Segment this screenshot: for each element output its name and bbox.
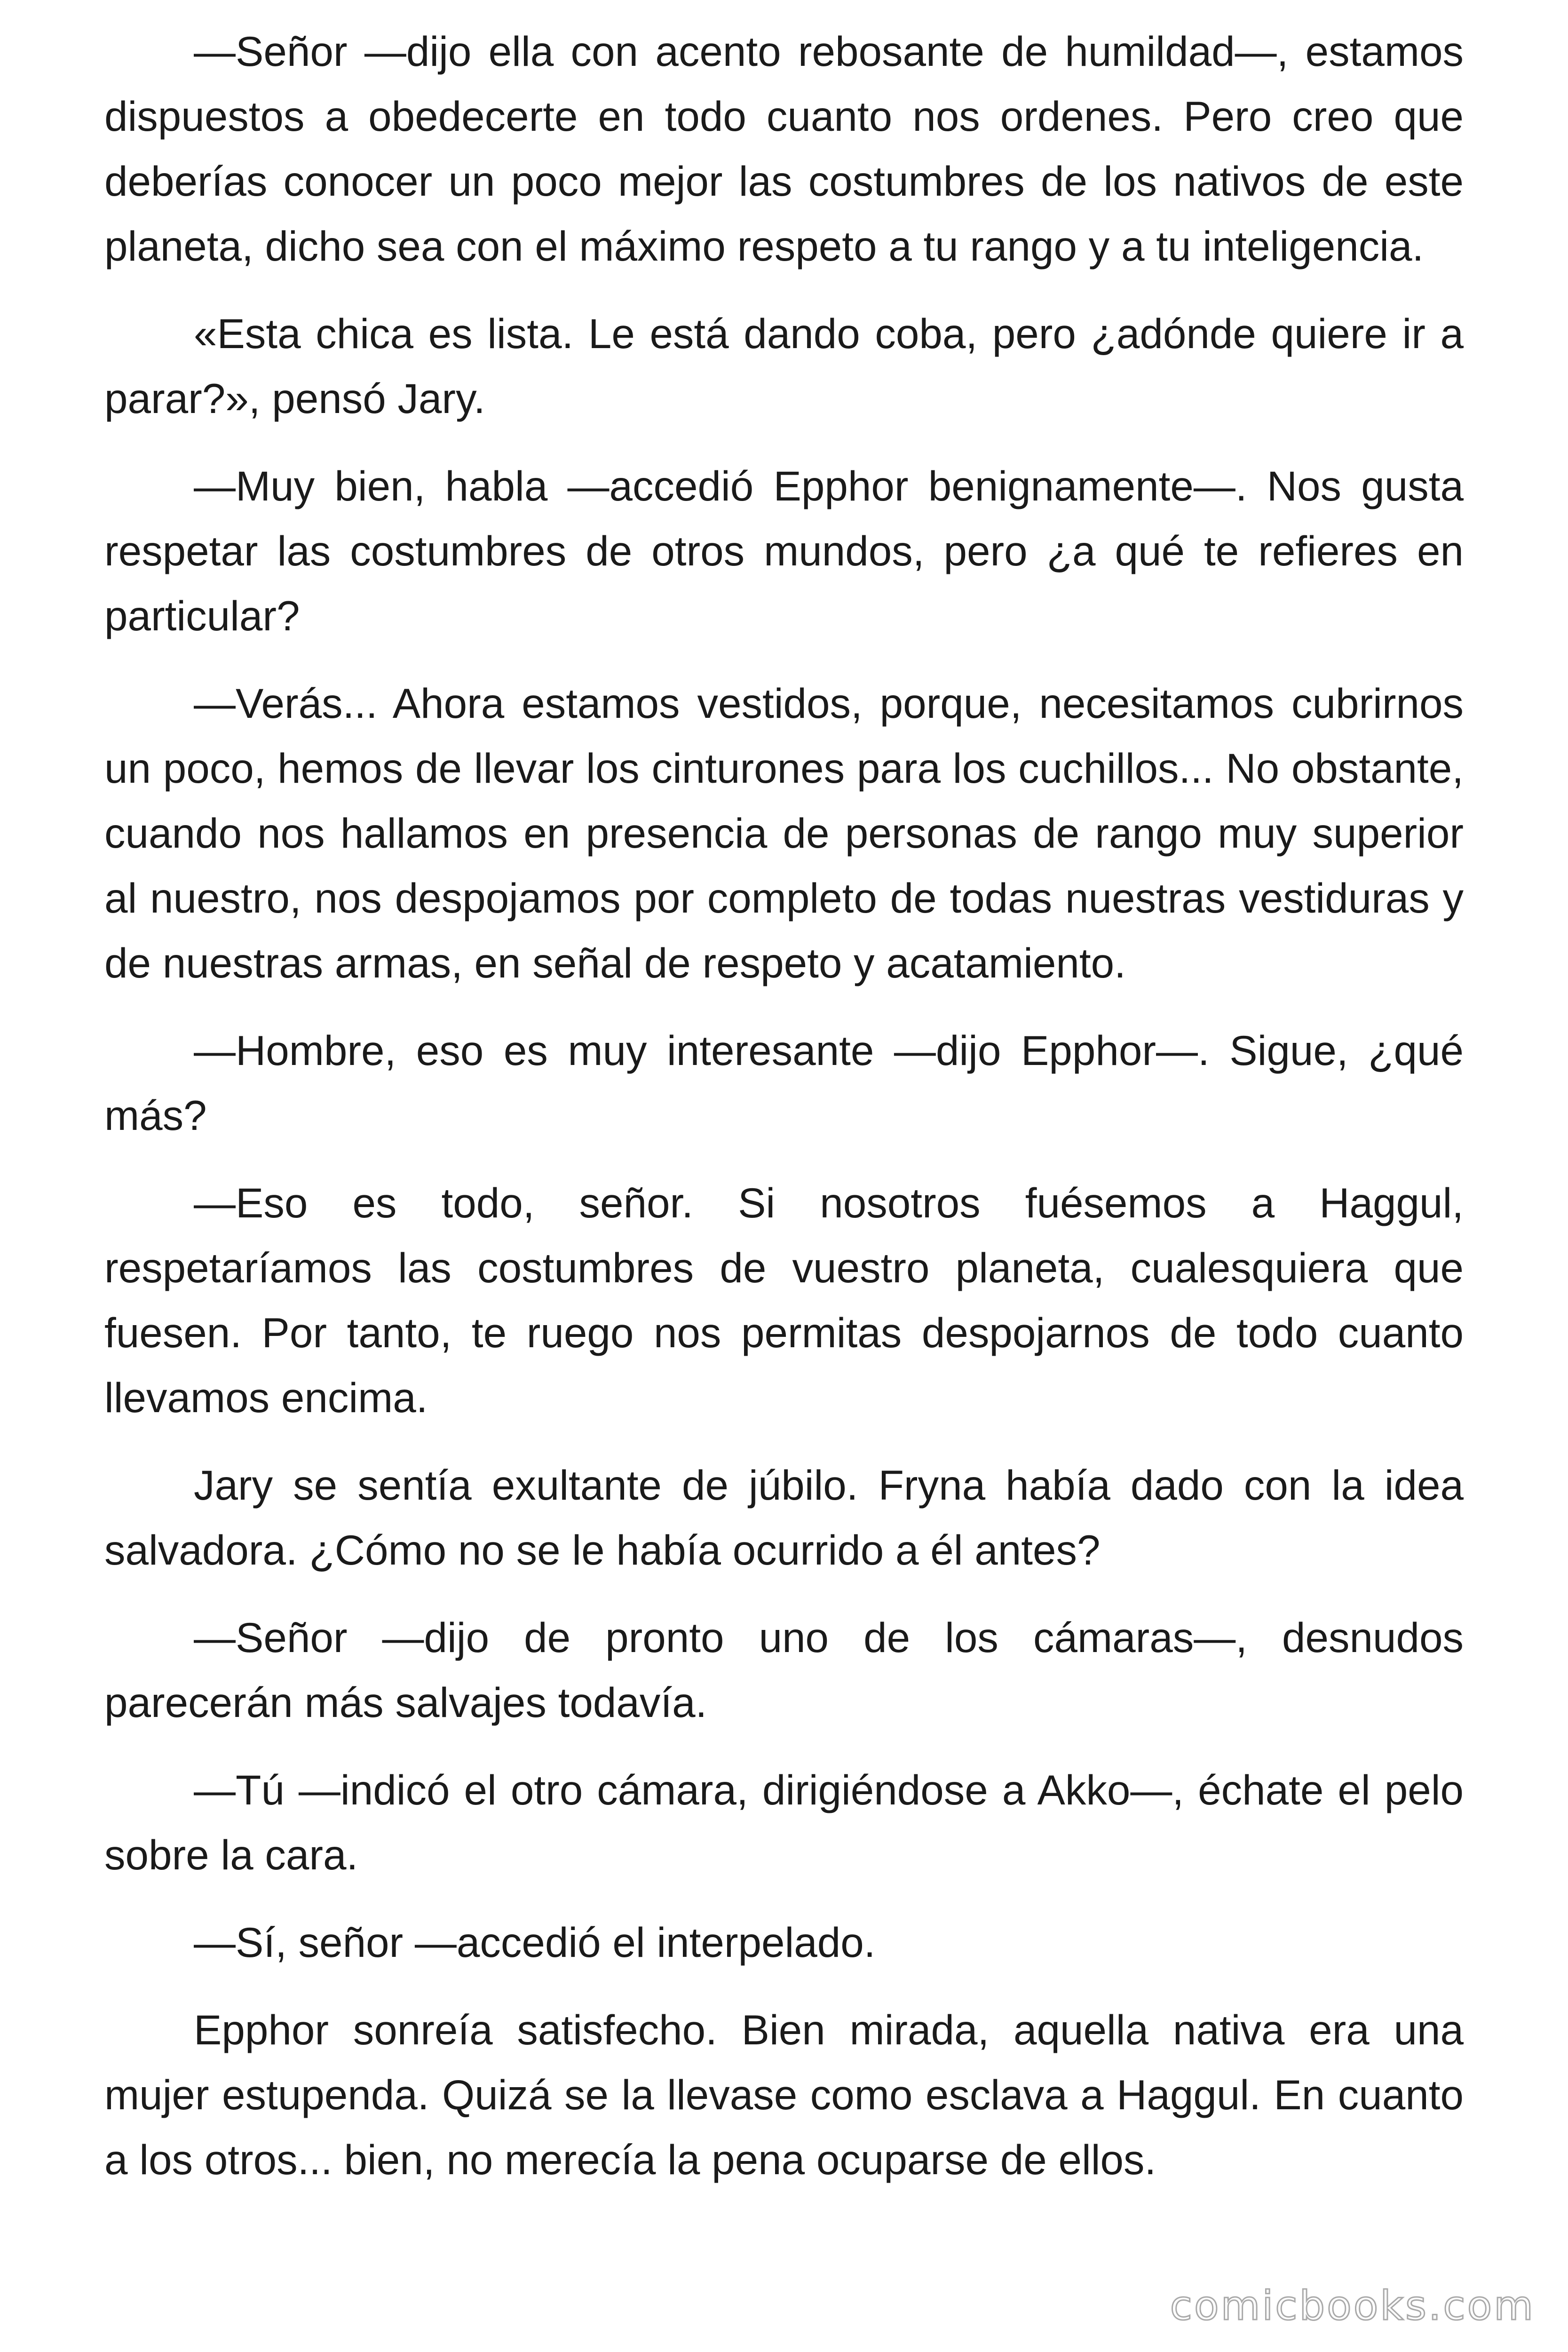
paragraph: Jary se sentía exultante de júbilo. Fryna había dado con la idea salvadora. ¿Cómo no se le había ocurrido a él antes? — [104, 1462, 1464, 1573]
paragraph: —Tú —indicó el otro cámara, dirigiéndose a Akko—, échate el pelo sobre la cara. — [104, 1766, 1464, 1878]
paragraph: —Muy bien, habla —accedió Epphor benignamente—. Nos gusta respetar las costumbres de otros mundos, pero ¿a qué te refieres en particular? — [104, 462, 1464, 639]
book-page — [104, 19, 1464, 2215]
paragraph: —Eso es todo, señor. Si nosotros fuésemos a Haggul, respetaríamos las costumbres de vuestro planeta, cualesquiera que fuesen. Por tanto, te ruego nos permitas despojarnos de todo cuanto llevamos encima. — [104, 1179, 1464, 1421]
paragraph: —Verás... Ahora estamos vestidos, porque, necesitamos cubrirnos un poco, hemos de llevar los cinturones para los cuchillos... No obstante, cuando nos hallamos en presencia de personas de rango muy superior al nuestro, nos despojamos por completo de todas nuestras vestiduras y de nuestras armas, en señal de respeto y acatamiento. — [104, 680, 1464, 986]
paragraph: —Señor —dijo ella con acento rebosante de humildad—, estamos dispuestos a obedecerte en todo cuanto nos ordenes. Pero creo que deberías conocer un poco mejor las costumbres de los nativos de este planeta, dicho sea con el máximo respeto a tu rango y a tu inteligencia. — [104, 28, 1464, 270]
paragraph: Epphor sonreía satisfecho. Bien mirada, aquella nativa era una mujer estupenda. Quizá se la llevase como esclava a Haggul. En cuanto a los otros... bien, no merecía la pena ocuparse de ellos. — [104, 2006, 1464, 2183]
paragraph: —Sí, señor —accedió el interpelado. — [194, 1919, 876, 1966]
paragraph: —Señor —dijo de pronto uno de los cámaras—, desnudos parecerán más salvajes todavía. — [104, 1614, 1464, 1726]
site-watermark: comicbooks.com — [1170, 2282, 1535, 2329]
paragraph: «Esta chica es lista. Le está dando coba, pero ¿adónde quiere ir a parar?», pensó Jary. — [104, 310, 1464, 422]
paragraph: —Hombre, eso es muy interesante —dijo Epphor—. Sigue, ¿qué más? — [104, 1027, 1464, 1139]
